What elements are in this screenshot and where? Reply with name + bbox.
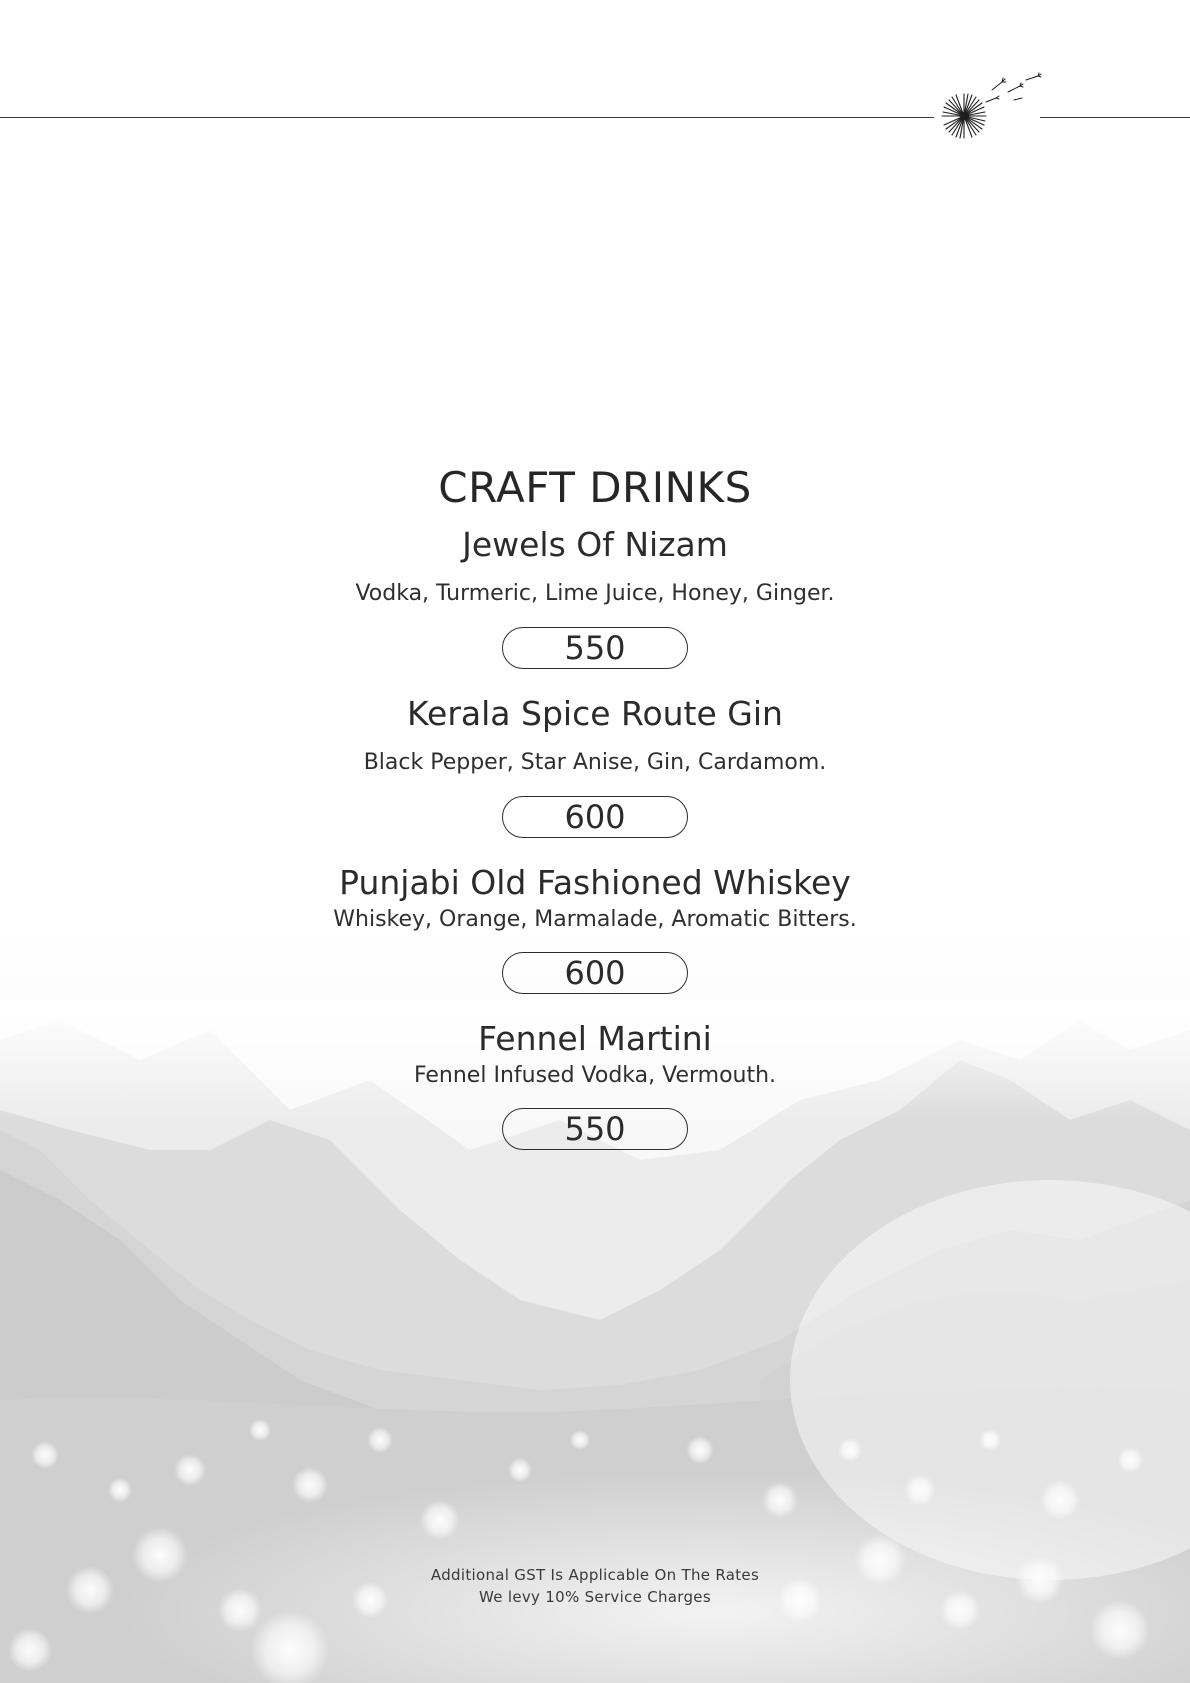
- service-charge-note: We levy 10% Service Charges: [479, 1588, 711, 1606]
- item-name: Fennel Martini: [478, 1019, 712, 1058]
- price-badge: 550: [502, 1108, 688, 1150]
- gst-note: Additional GST Is Applicable On The Rates: [430, 1566, 760, 1584]
- price-badge: 550: [502, 627, 688, 669]
- dandelion-icon: [930, 70, 1045, 150]
- item-description: Whiskey, Orange, Marmalade, Aromatic Bitters.: [333, 907, 857, 932]
- menu-item: [0, 523, 1190, 669]
- menu-item: [0, 1017, 1190, 1150]
- item-name: Jewels Of Nizam: [462, 525, 728, 564]
- item-description: Vodka, Turmeric, Lime Juice, Honey, Ginger.: [355, 581, 835, 606]
- menu-item: [0, 692, 1190, 838]
- header-rule-left: [0, 117, 934, 118]
- menu-section: [0, 463, 1190, 1150]
- price-badge: 600: [502, 796, 688, 838]
- item-description: Black Pepper, Star Anise, Gin, Cardamom.: [363, 750, 827, 775]
- item-description: Fennel Infused Vodka, Vermouth.: [413, 1063, 777, 1088]
- item-name: Kerala Spice Route Gin: [407, 694, 783, 733]
- menu-item: [0, 861, 1190, 994]
- item-name: Punjabi Old Fashioned Whiskey: [339, 863, 851, 902]
- section-title: CRAFT DRINKS: [438, 463, 752, 512]
- header-rule-right: [1040, 117, 1190, 118]
- footer-notes: [0, 1564, 1190, 1608]
- price-badge: 600: [502, 952, 688, 994]
